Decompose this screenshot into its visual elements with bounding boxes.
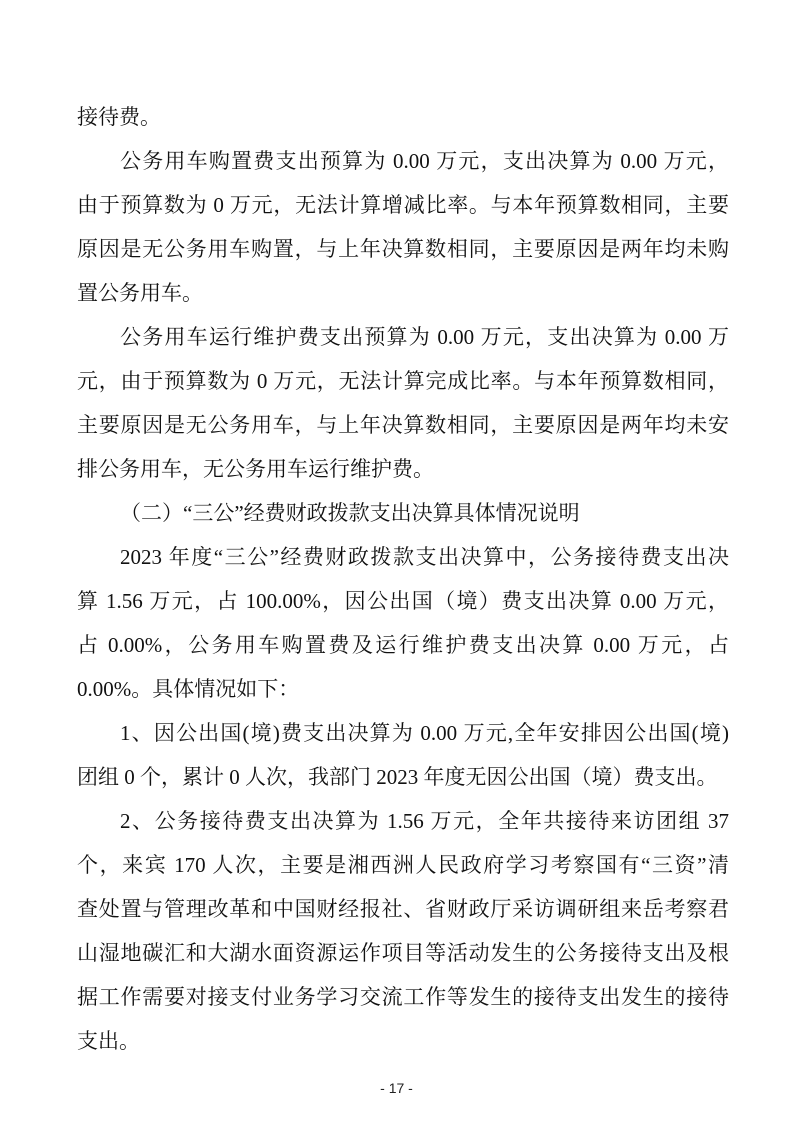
text-line: 占 0.00%，公务用车购置费及运行维护费支出决算 0.00 万元，占 <box>77 633 729 657</box>
text-line: 主要原因是无公务用车，与上年决算数相同，主要原因是两年均未安 <box>77 413 729 437</box>
text-line: 2、公务接待费支出决算为 1.56 万元，全年共接待来访团组 37 <box>120 809 729 833</box>
text-line: 接待费。 <box>77 105 161 129</box>
text-line: 1、因公出国(境)费支出决算为 0.00 万元,全年安排因公出国(境) <box>120 721 729 745</box>
text-line: 算 1.56 万元，占 100.00%，因公出国（境）费支出决算 0.00 万元， <box>77 589 729 613</box>
paragraph <box>77 315 729 491</box>
text-line: 由于预算数为 0 万元，无法计算增减比率。与本年预算数相同，主要 <box>77 193 729 217</box>
document-body <box>77 95 729 1063</box>
text-line: 山湿地碳汇和大湖水面资源运作项目等活动发生的公务接待支出及根 <box>77 941 729 965</box>
paragraph <box>77 139 729 315</box>
text-line: 查处置与管理改革和中国财经报社、省财政厅采访调研组来岳考察君 <box>77 897 729 921</box>
section-heading <box>77 491 729 535</box>
text-line: 据工作需要对接支付业务学习交流工作等发生的接待支出发生的接待 <box>77 985 729 1009</box>
text-line: 排公务用车，无公务用车运行维护费。 <box>77 457 434 481</box>
page-number: - 17 - <box>380 1080 413 1096</box>
text-line: 支出。 <box>77 1029 140 1053</box>
text-line: 元，由于预算数为 0 万元，无法计算完成比率。与本年预算数相同， <box>77 369 729 393</box>
text-line: （二）“三公”经费财政拨款支出决算具体情况说明 <box>120 501 580 525</box>
paragraph <box>77 95 729 139</box>
paragraph <box>77 711 729 799</box>
paragraph <box>77 799 729 1063</box>
text-line: 原因是无公务用车购置，与上年决算数相同，主要原因是两年均未购 <box>77 237 729 261</box>
text-line: 个，来宾 170 人次，主要是湘西洲人民政府学习考察国有“三资”清 <box>77 853 729 877</box>
text-line: 2023 年度“三公”经费财政拨款支出决算中，公务接待费支出决 <box>120 545 729 569</box>
text-line: 0.00%。具体情况如下： <box>77 677 300 701</box>
paragraph <box>77 535 729 711</box>
text-line: 公务用车运行维护费支出预算为 0.00 万元，支出决算为 0.00 万 <box>120 325 729 349</box>
text-line: 团组 0 个，累计 0 人次，我部门 2023 年度无因公出国（境）费支出。 <box>77 765 718 789</box>
text-line: 置公务用车。 <box>77 281 203 305</box>
text-line: 公务用车购置费支出预算为 0.00 万元，支出决算为 0.00 万元， <box>120 149 729 173</box>
